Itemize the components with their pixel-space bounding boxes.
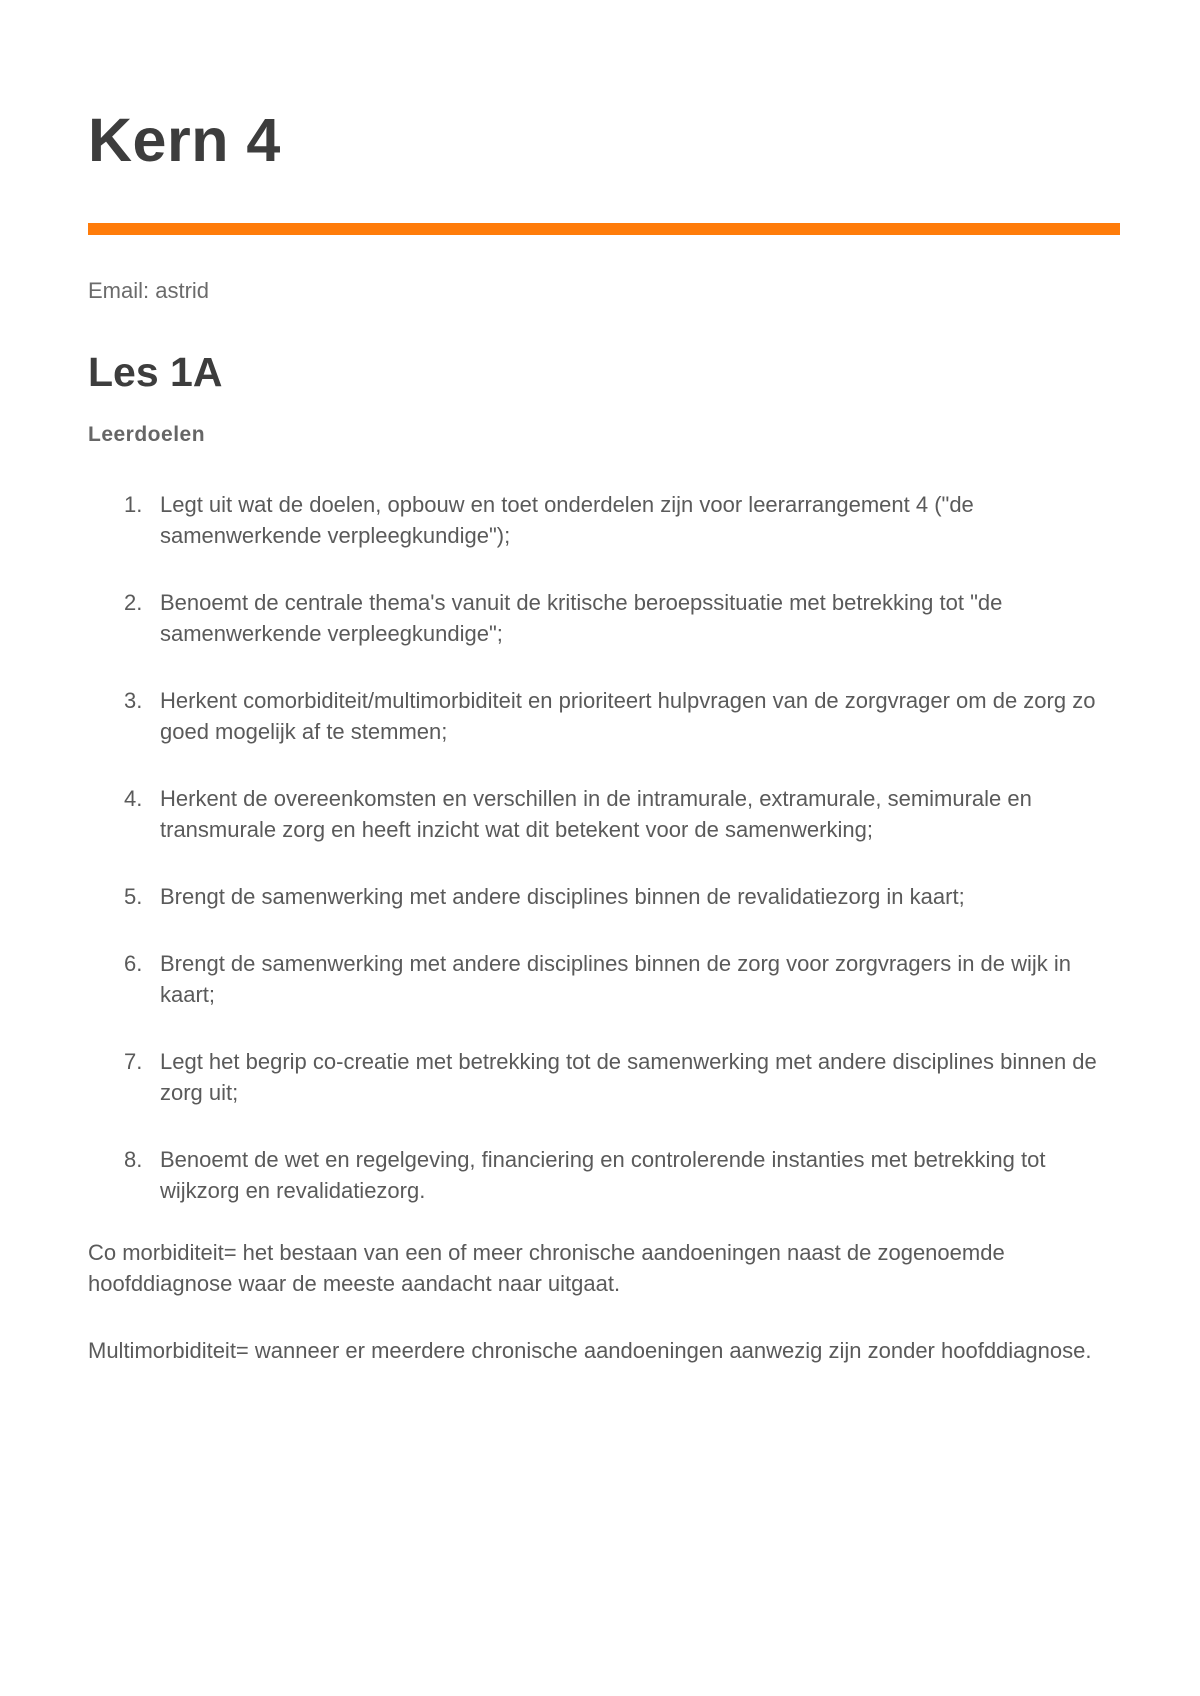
list-item-number: 5. <box>124 884 143 909</box>
multimorbidity-definition: Multimorbiditeit= wanneer er meerdere chronische aandoeningen aanwezig zijn zonder hoofddiagnose. <box>88 1338 1092 1363</box>
list-item-number: 4. <box>124 786 143 811</box>
list-item <box>88 881 1120 912</box>
list-item-number: 3. <box>124 688 143 713</box>
list-item <box>88 783 1120 845</box>
list-item-text: Herkent de overeenkomsten en verschillen in de intramurale, extramurale, semimurale en transmurale zorg en heeft inzicht wat dit betekent voor de samenwerking; <box>160 786 1032 842</box>
list-item-text: Brengt de samenwerking met andere disciplines binnen de revalidatiezorg in kaart; <box>160 884 965 909</box>
list-item-text: Brengt de samenwerking met andere disciplines binnen de zorg voor zorgvragers in de wijk in kaart; <box>160 951 1072 1007</box>
section-heading: Les 1A <box>88 349 223 395</box>
list-item <box>88 587 1120 649</box>
list-item-text: Legt uit wat de doelen, opbouw en toet onderdelen zijn voor leerarrangement 4 ("de samenwerkende verpleegkundige"); <box>160 492 974 548</box>
list-item-number: 2. <box>124 590 143 615</box>
list-item-text: Herkent comorbiditeit/multimorbiditeit en prioriteert hulpvragen van de zorgvrager om de zorg zo goed mogelijk af te stemmen; <box>160 688 1096 744</box>
list-item <box>88 1046 1120 1108</box>
list-item-number: 6. <box>124 951 143 976</box>
list-item-text: Benoemt de wet en regelgeving, financiering en controlerende instanties met betrekking tot wijkzorg en revalidatiezorg. <box>160 1147 1046 1203</box>
list-item <box>88 685 1120 747</box>
document-title: Kern 4 <box>88 106 281 174</box>
comorbidity-definition: Co morbiditeit= het bestaan van een of meer chronische aandoeningen naast de zogenoemde hoofddiagnose waar de meeste aandacht naar uitgaat. <box>88 1240 1005 1296</box>
list-item <box>88 948 1120 1010</box>
list-item-text: Benoemt de centrale thema's vanuit de kritische beroepssituatie met betrekking tot "de samenwerkende verpleegkundige"; <box>160 590 1003 646</box>
list-item-text: Legt het begrip co-creatie met betrekking tot de samenwerking met andere disciplines binnen de zorg uit; <box>160 1049 1097 1105</box>
list-item <box>88 1144 1120 1206</box>
list-item-number: 7. <box>124 1049 143 1074</box>
email-line: Email: astrid <box>88 278 210 303</box>
subsection-heading: Leerdoelen <box>88 423 206 446</box>
learning-goals-list <box>88 489 1120 1242</box>
list-item <box>88 489 1120 551</box>
list-item-number: 8. <box>124 1147 143 1172</box>
title-divider <box>88 223 1120 235</box>
list-item-number: 1. <box>124 492 143 517</box>
